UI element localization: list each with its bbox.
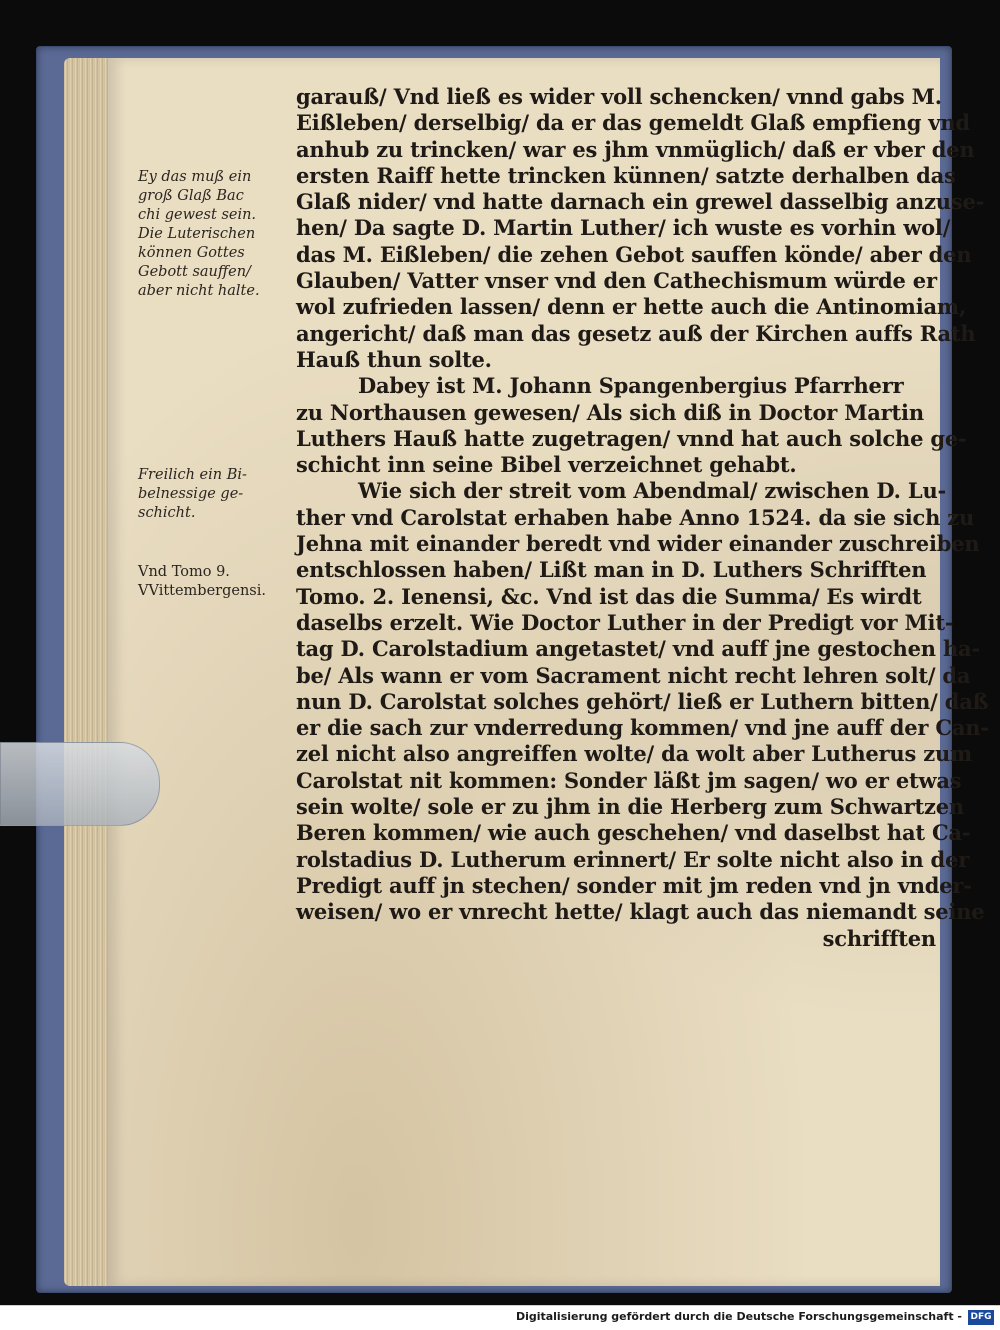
text-line: Hauß thun solte. [296,346,492,372]
text-line: Jehna mit einander beredt vnd wider einander zuschreiben [296,531,980,557]
text-line: rolstadius D. Lutherum erinnert/ Er solte nicht also in der [296,846,970,872]
text-line: zu Northausen gewesen/ Als sich diß in Doctor Martin [296,399,924,425]
text-line: ther vnd Carolstat erhaben habe Anno 1524. da sie sich zu [296,504,975,530]
text-line: Eißleben/ derselbig/ da er das gemeldt Glaß empfieng vnd [296,110,970,136]
text-line: ersten Raiff hette trincken künnen/ satzte derhalben das [296,162,956,188]
text-line: angericht/ daß man das gesetz auß der Kirchen auffs Rath [296,320,976,346]
text-line: garauß/ Vnd ließ es wider voll schencken/ vnnd gabs M. [296,84,942,109]
text-line: Glaß nider/ vnd hatte darnach ein grewel dasselbig anzuse- [296,189,985,215]
text-line: das M. Eißleben/ die zehen Gebot sauffen könde/ aber den [296,241,972,267]
text-line: Predigt auff jn stechen/ sonder mit jm reden vnd jn vnder- [296,872,972,898]
text-line: Glauben/ Vatter vnser vnd den Cathechismum würde er [296,268,937,294]
text-line-paragraph-start: Dabey ist M. Johann Spangenbergius Pfarrherr [358,373,904,399]
dfg-logo[interactable]: DFG [968,1310,994,1325]
text-line: Luthers Hauß hatte zugetragen/ vnnd hat auch solche ge- [296,425,967,451]
funding-notice: Digitalisierung gefördert durch die Deutsche Forschungsgemeinschaft - [515,1310,962,1323]
margin-note-2: Freilich ein Bi- belnessige ge- schicht. [138,467,247,521]
text-line: daselbs erzelt. Wie Doctor Luther in der Predigt vor Mit- [296,609,954,635]
text-line: wol zufrieden lassen/ denn er hette auch die Antinomiam, [296,294,967,320]
catchword: schrifften [822,925,936,951]
text-line: nun D. Carolstat solches gehört/ ließ er Luthern bitten/ daß [296,688,989,714]
margin-note-1: Ey das muß ein groß Glaß Bac chi gewest sein. Die Luterischen können Gottes Gebott sauffen/ aber nicht halte. [138,169,260,299]
bookmark-tab[interactable] [0,742,160,826]
footer-bar [0,1305,1000,1330]
text-line: sein wolte/ sole er zu jhm in die Herberg zum Schwartzen [296,794,964,820]
text-line: er die sach zur vnderredung kommen/ vnd jne auff der Can- [296,715,989,741]
text-line: Tomo. 2. Ienensi, &c. Vnd ist das die Summa/ Es wirdt [296,583,922,609]
book-page [108,58,989,1286]
text-line: zel nicht also angreiffen wolte/ da wolt aber Lutherus zum [296,741,973,767]
text-line: entschlossen haben/ Lißt man in D. Luthers Schrifften [296,557,927,583]
text-line: tag D. Carolstadium angetastet/ vnd auff jne gestochen ha- [296,636,980,662]
margin-note-3: Vnd Tomo 9. VVittembergensi. [138,564,266,599]
text-line-paragraph-start: Wie sich der streit vom Abendmal/ zwischen D. Lu- [358,478,947,504]
text-line: be/ Als wann er vom Sacrament nicht recht lehren solt/ da [296,662,971,688]
text-line: hen/ Da sagte D. Martin Luther/ ich wuste es vorhin wol/ [296,215,951,241]
text-line: schicht inn seine Bibel verzeichnet gehabt. [296,452,797,478]
text-line: weisen/ wo er vnrecht hette/ klagt auch das niemandt seine [296,899,985,925]
text-line: anhub zu trincken/ war es jhm vnmüglich/ daß er vber den [296,136,975,162]
main-text-block [296,84,989,952]
text-line: Carolstat nit kommen: Sonder läßt jm sagen/ wo er etwas [296,767,962,793]
text-line: Beren kommen/ wie auch geschehen/ vnd daselbst hat Ca- [296,820,971,846]
